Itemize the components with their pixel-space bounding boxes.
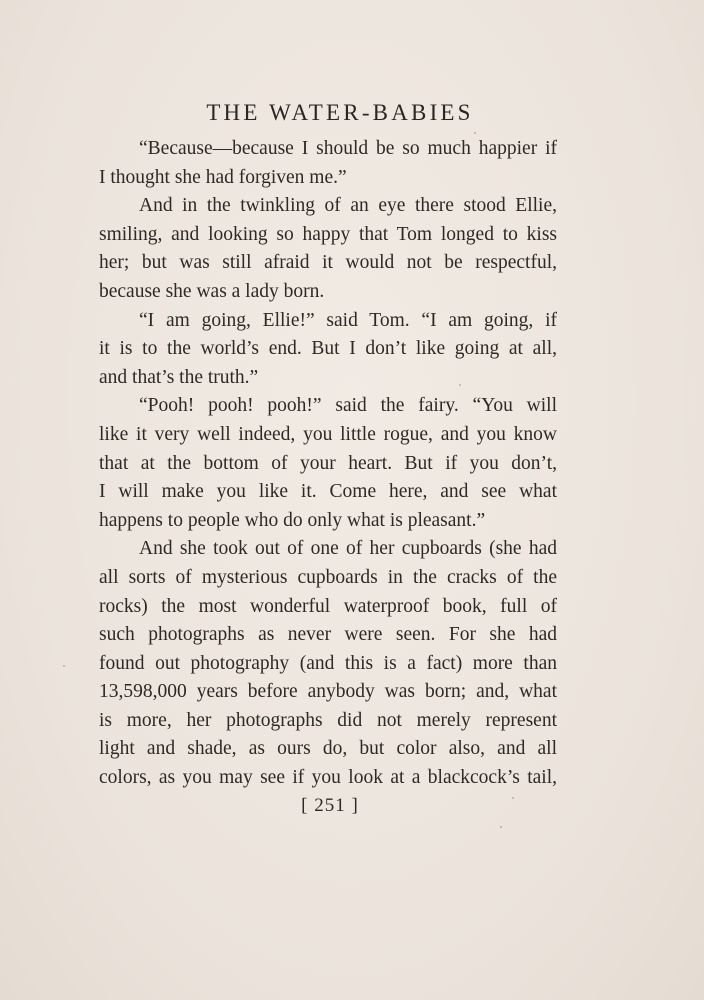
paragraph (99, 392, 557, 535)
text-line: light and shade, as ours do, but color also, and all (99, 738, 557, 760)
text-line: that at the bottom of your heart. But if you don’t, (99, 452, 557, 474)
paper-speck (500, 826, 502, 828)
text-line: is more, her photographs did not merely represent (99, 709, 557, 731)
text-line: rocks) the most wonderful waterproof book, full of (99, 595, 557, 617)
text-line: such photographs as never were seen. For she had (99, 624, 557, 646)
text-line: 13,598,000 years before anybody was born; and, what (99, 681, 557, 703)
text-line: And she took out of one of her cupboards (she had (139, 538, 557, 560)
page-number: [ 251 ] (301, 795, 359, 816)
text-line: “Pooh! pooh! pooh!” said the fairy. “You will (139, 395, 557, 417)
paragraph (99, 535, 557, 792)
text-line: “Because—because I should be so much happier if (139, 138, 557, 159)
paper-speck (63, 665, 65, 667)
text-line: smiling, and looking so happy that Tom longed to kiss (99, 223, 557, 245)
text-line: like it very well indeed, you little rogue, and you know (99, 423, 557, 445)
paragraph (99, 307, 557, 393)
text-line: “I am going, Ellie!” said Tom. “I am going, if (139, 309, 557, 331)
text-line: colors, as you may see if you look at a blackcock’s tail, (99, 767, 557, 789)
text-line: I will make you like it. Come here, and see what (99, 481, 557, 503)
text-line: her; but was still afraid it would not be respectful, (99, 252, 557, 274)
paragraph (99, 135, 557, 192)
body-text (99, 135, 557, 793)
text-line: I thought she had forgiven me.” (99, 166, 347, 188)
paper-speck (459, 384, 461, 386)
text-line: found out photography (and this is a fact) more than (99, 652, 557, 674)
text-line: because she was a lady born. (99, 280, 325, 302)
text-line: happens to people who do only what is pleasant.” (99, 509, 486, 531)
text-line: it is to the world’s end. But I don’t like going at all, (99, 338, 557, 360)
paper-speck (474, 132, 476, 134)
text-line: all sorts of mysterious cupboards in the cracks of the (99, 566, 557, 588)
running-head: THE WATER-BABIES (206, 100, 474, 125)
paragraph (99, 192, 557, 306)
paper-speck (512, 797, 514, 799)
text-line: And in the twinkling of an eye there stood Ellie, (139, 195, 557, 217)
text-line: and that’s the truth.” (99, 366, 259, 388)
